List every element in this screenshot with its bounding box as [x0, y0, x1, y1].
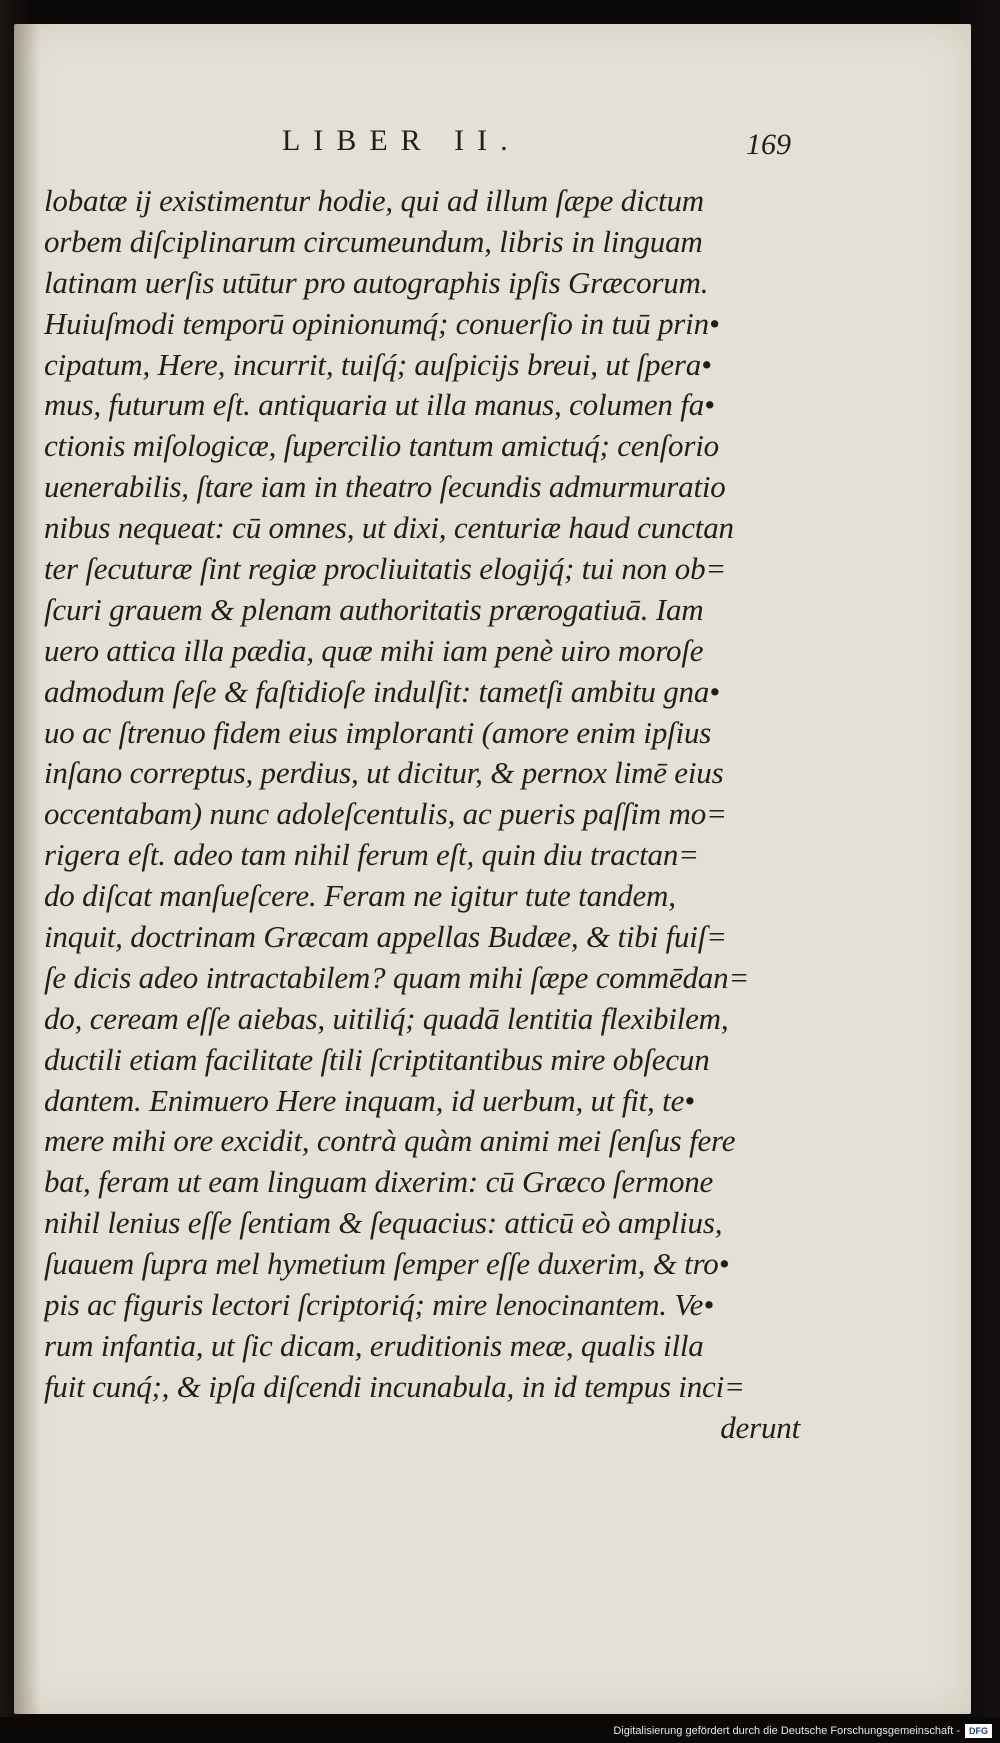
page-number: 169: [746, 128, 791, 161]
page-gutter-shadow: [14, 24, 40, 1714]
text-line: rigera eſt. adeo tam nihil ferum eſt, quin diu tractan=: [44, 837, 699, 873]
text-line: do diſcat manſueſcere. Feram ne igitur tute tandem,: [44, 878, 676, 914]
text-line: inquit, doctrinam Græcam appellas Budæe, & tibi fuiſ=: [44, 919, 727, 955]
text-line: uenerabilis, ſtare iam in theatro ſecundis admurmuratio: [44, 469, 726, 505]
text-line: lobatæ ij existimentur hodie, qui ad illum ſæpe dictum: [44, 183, 704, 218]
text-line: occentabam) nunc adoleſcentulis, ac pueris paſſim mo=: [44, 796, 727, 832]
text-line: pis ac figuris lectori ſcriptoriq́; mire lenocinantem. Ve•: [44, 1287, 714, 1323]
funding-credit: Digitalisierung gefördert durch die Deutsche Forschungsgemeinschaft -: [613, 1725, 960, 1737]
text-line: ductili etiam facilitate ſtili ſcriptitantibus mire obſecun: [44, 1041, 710, 1077]
digitization-footer: [0, 1717, 1000, 1743]
text-line: orbem diſciplinarum circumeundum, libris in linguam: [44, 223, 703, 259]
text-line: cipatum, Here, incurrit, tuiſq́; auſpicijs breui, ut ſpera•: [44, 346, 712, 382]
text-line: ter ſecuturæ ſint regiæ procliuitatis elogijq́; tui non ob=: [44, 551, 727, 587]
text-line: uo ac ſtrenuo fidem eius imploranti (amore enim ipſius: [44, 714, 712, 750]
running-title: LIBER II.: [282, 124, 521, 157]
text-line: derunt: [720, 1409, 800, 1445]
text-line: ſcuri grauem & plenam authoritatis prærogatiuā. Iam: [44, 591, 704, 627]
text-line: uero attica illa pædia, quæ mihi iam penè uiro moroſe: [44, 632, 704, 668]
text-line: fuit cunq́;, & ipſa diſcendi incunabula, in id tempus inci=: [44, 1368, 745, 1404]
text-line: admodum ſeſe & faſtidioſe indulſit: tametſi ambitu gna•: [44, 673, 720, 709]
text-line: nihil lenius eſſe ſentiam & ſequacius: atticū eò amplius,: [44, 1205, 723, 1241]
text-line: do, ceream eſſe aiebas, uitiliq́; quadā lentitia flexibilem,: [44, 1000, 729, 1036]
running-head: [14, 124, 971, 174]
text-line: ſe dicis adeo intractabilem? quam mihi ſæpe commēdan=: [44, 959, 750, 995]
text-line: bat, feram ut eam linguam dixerim: cū Græco ſermone: [44, 1164, 714, 1200]
text-line: mus, futurum eſt. antiquaria ut illa manus, columen fa•: [44, 387, 715, 423]
text-line: rum infantia, ut ſic dicam, eruditionis meæ, qualis illa: [44, 1327, 704, 1363]
text-line: ctionis miſologicæ, ſupercilio tantum amictuq́; cenſorio: [44, 428, 719, 464]
dfg-logo-icon: DFG: [965, 1724, 992, 1738]
text-line: Huiuſmodi temporū opinionumq́; conuerſio in tuū prin•: [44, 305, 720, 341]
text-line: nibus nequeat: cū omnes, ut dixi, centuriæ haud cunctan: [44, 510, 734, 546]
text-line: ſuauem ſupra mel hymetium ſemper eſſe duxerim, & tro•: [44, 1246, 730, 1282]
book-page: [14, 24, 971, 1714]
text-line: mere mihi ore excidit, contrà quàm animi mei ſenſus fere: [44, 1123, 736, 1159]
text-line: dantem. Enimuero Here inquam, id uerbum, ut fit, te•: [44, 1082, 695, 1118]
body-text: [44, 181, 804, 1449]
text-line: inſano correptus, perdius, ut dicitur, & pernox limē eius: [44, 755, 724, 791]
text-line: latinam uerſis utūtur pro autographis ipſis Græcorum.: [44, 264, 709, 300]
